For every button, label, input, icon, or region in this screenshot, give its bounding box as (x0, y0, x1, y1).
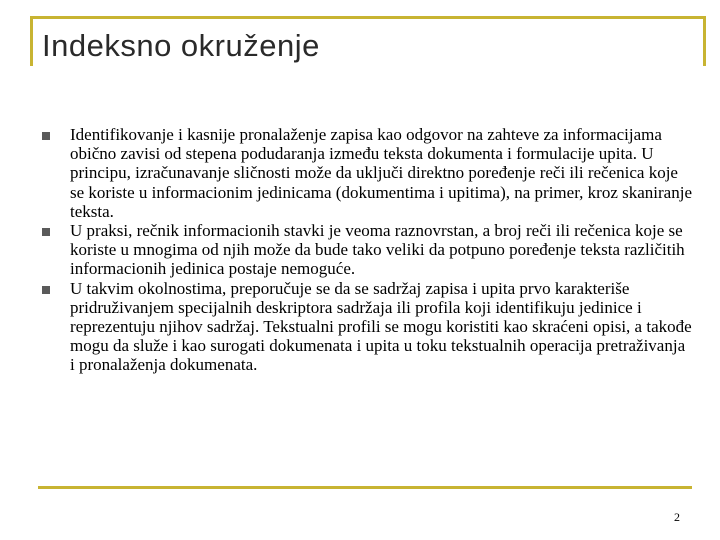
frame-top-line (30, 16, 706, 19)
bullet-item (42, 125, 692, 221)
square-bullet-icon (42, 286, 50, 294)
bullet-text: U praksi, rečnik informacionih stavki je veoma raznovrstan, a broj reči ili rečenica koje se koriste u mnogima od njih može da bude tako veliki da potpuno poređenje teksta različitih informacionih jedinica postaje nemoguće. (70, 221, 685, 279)
page-number: 2 (674, 510, 680, 524)
frame-bottom-line (38, 486, 692, 489)
square-bullet-icon (42, 132, 50, 140)
bullet-item (42, 221, 692, 279)
square-bullet-icon (42, 228, 50, 236)
bullet-list (42, 125, 692, 375)
frame-left-line (30, 16, 33, 66)
bullet-text: Identifikovanje i kasnije pronalaženje zapisa kao odgovor na zahteve za informacijama obično zavisi od stepena podudaranja između teksta dokumenta i formulacije upita. U principu, izračunavanje sličnosti može da uključi direktno poređenje reči ili rečenica koje se koriste u informacionim jedinicama (dokumentima i upitima), na primer, kroz skaniranje teksta. (70, 125, 692, 221)
slide-title: Indeksno okruženje (42, 28, 320, 63)
frame-right-line (703, 16, 706, 66)
bullet-text: U takvim okolnostima, preporučuje se da se sadržaj zapisa i upita prvo karakteriše pridruživanjem specijalnih deskriptora sadržaja ili profila koji identifikuju jedinice i reprezentuju njihov sadržaj. Tekstualni profili se mogu koristiti kao skraćeni opisi, a takođe mogu da služe i kao surogati dokumenata i upita u toku tekstualnih operacija pretraživanja i pronalaženja dokumenata. (70, 278, 692, 375)
bullet-item (42, 279, 692, 375)
